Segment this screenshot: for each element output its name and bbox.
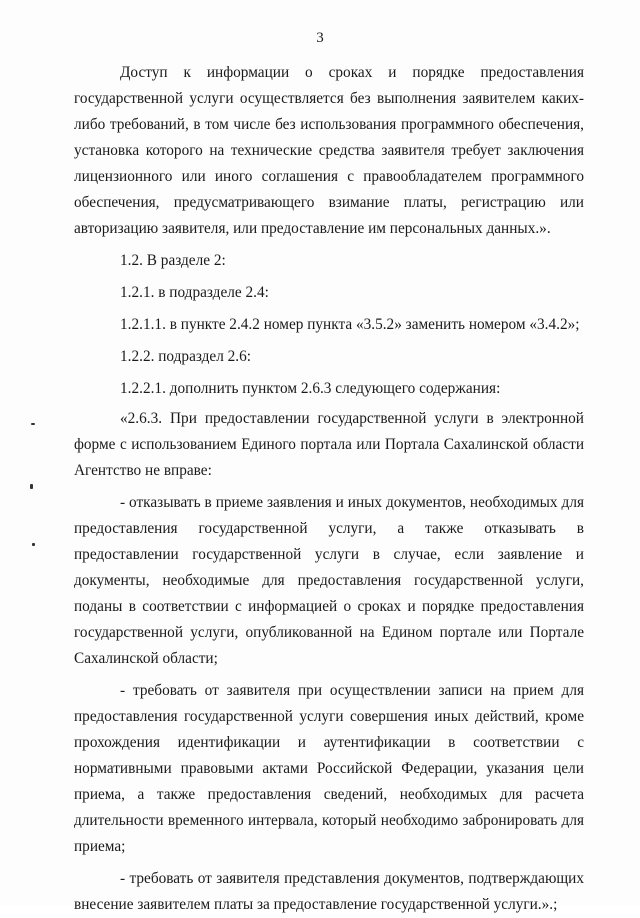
scan-artifact: [31, 423, 35, 425]
paragraph-subsection-2-6: 1.2.2. подраздел 2.6:: [120, 348, 252, 365]
paragraph-refuse-acceptance: - отказывать в приеме заявления и иных документов, необходимых для предоставления государственной услуги, а также отказывать в предоставлении государственной услуги в случае, если заявление и документы, необходимые для предоставления государственной услуги, поданы в соответствии с информацией о сроках и порядке предоставления государственной услуги, опубликованной на Едином портале или Портале Сахалинской области;: [74, 494, 584, 667]
scan-artifact: [30, 484, 33, 489]
paragraph-require-documents: - требовать от заявителя представления документов, подтверждающих внесение заявителем платы за предоставление государственной услуги.».;: [74, 870, 584, 913]
paragraph-item-2-4-2: 1.2.1.1. в пункте 2.4.2 номер пункта «3.5.2» заменить номером «3.4.2»;: [120, 316, 580, 333]
paragraph-subsection-2-4: 1.2.1. в подразделе 2.4:: [120, 284, 269, 301]
document-body: [74, 60, 584, 918]
paragraph-2-6-3: «2.6.3. При предоставлении государственной услуги в электронной форме с использованием Единого портала или Портала Сахалинской области Агентство не вправе:: [74, 410, 584, 479]
scan-artifact: [32, 543, 35, 546]
paragraph-item-2-6-3-add: 1.2.2.1. дополнить пунктом 2.6.3 следующего содержания:: [120, 380, 501, 397]
paragraph-access-info: Доступ к информации о сроках и порядке предоставления государственной услуги осуществляется без выполнения заявителем каких-либо требований, в том числе без использования программного обеспечения, установка которого на технические средства заявителя требует заключения лицензионного или иного соглашения с правообладателем программного обеспечения, предусматривающего взимание платы, регистрацию или авторизацию заявителя, или предоставление им персональных данных.».: [74, 64, 584, 237]
page-number: 3: [316, 30, 324, 46]
paragraph-require-actions: - требовать от заявителя при осуществлении записи на прием для предоставления государственной услуги совершения иных действий, кроме прохождения идентификации и аутентификации в соответствии с нормативными правовыми актами Российской Федерации, указания цели приема, а также предоставления сведений, необходимых для расчета длительности временного интервала, который необходимо забронировать для приема;: [74, 682, 584, 855]
paragraph-section-2: 1.2. В разделе 2:: [120, 252, 226, 269]
